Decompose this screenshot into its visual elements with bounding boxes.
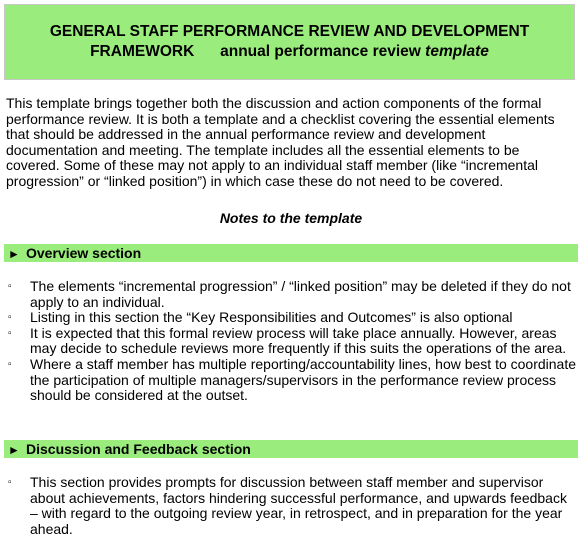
bullet-icon: ▫ — [8, 312, 12, 324]
discussion-bullet-list — [0, 475, 578, 537]
bullet-icon: ▫ — [8, 358, 12, 370]
bullet-icon: ▫ — [8, 327, 12, 339]
list-item-text: It is expected that this formal review process will take place annually. However, areas may decide to schedule reviews more frequently if this suits the operations of the area. — [30, 324, 567, 357]
list-item — [0, 310, 578, 326]
intro-paragraph: This template brings together both the discussion and action components of the formal performance review. It is both a template and a checklist covering the essential elements that should be addressed in the annual performance review and development documentation and meeting. The template includes all the essential elements to be covered. Some of these may not apply to an individual staff member (like “incremental progression” or “linked position”) in which case these do not need to be covered. — [6, 95, 555, 189]
list-item — [0, 326, 578, 357]
overview-bullet-list — [0, 279, 578, 404]
section-header-discussion-feedback — [4, 440, 578, 458]
title-subtitle: annual performance review — [220, 43, 421, 60]
title-subtitle-italic: template — [425, 43, 489, 60]
list-item-text: This section provides prompts for discussion between staff member and supervisor about achievements, factors hindering successful performance, and upwards feedback – with regard to the outgoing review year, in retrospect, and in preparation for the year ahead. — [30, 474, 567, 537]
title-framework: FRAMEWORK — [90, 43, 195, 60]
notes-title: Notes to the template — [219, 210, 363, 226]
list-item — [0, 475, 578, 537]
title-line-1: GENERAL STAFF PERFORMANCE REVIEW AND DEVELOPMENT — [49, 23, 530, 40]
arrow-right-icon: ► — [8, 443, 20, 457]
list-item — [0, 279, 578, 310]
bullet-icon: ▫ — [8, 281, 12, 292]
list-item — [0, 357, 578, 404]
title-line-2 — [5, 42, 574, 62]
document-title-box — [4, 4, 575, 80]
arrow-right-icon: ► — [8, 247, 20, 261]
list-item-text: The elements “incremental progression” / “linked position” may be deleted if they do not apply to an individual. — [30, 278, 571, 310]
section-title: Overview section — [26, 245, 142, 261]
list-item-text: Where a staff member has multiple reporting/accountability lines, how best to coordinate the participation of multiple managers/supervisors in the performance review process should be considered at the outset. — [30, 355, 577, 404]
bullet-icon: ▫ — [8, 477, 12, 488]
section-title: Discussion and Feedback section — [26, 441, 251, 457]
list-item-text: Listing in this section the “Key Responsibilities and Outcomes” is also optional — [30, 309, 513, 326]
section-header-overview — [4, 244, 578, 262]
